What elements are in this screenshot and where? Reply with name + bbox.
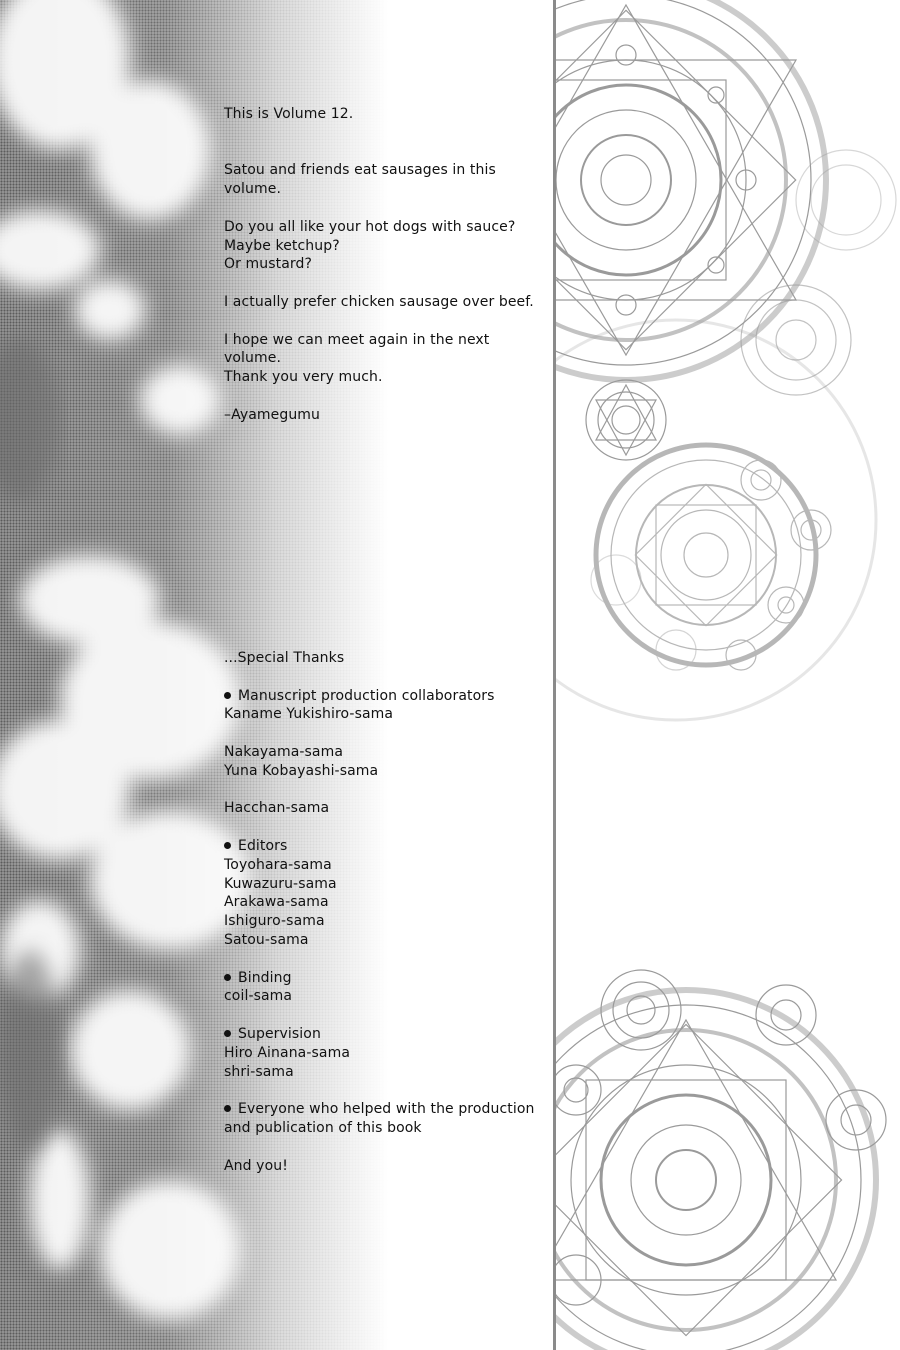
bullet-icon (224, 842, 231, 849)
editors-names: Toyohara-sama Kuwazuru-sama Arakawa-sama Ishiguro-sama Satou-sama (224, 856, 337, 948)
sausages-paragraph: Satou and friends eat sausages in this volume. (224, 162, 496, 198)
magic-circle-illustration (556, 0, 900, 1350)
magic-circle-top (556, 0, 896, 720)
hotdogs-paragraph: Do you all like your hot dogs with sauce? Maybe ketchup? Or mustard? (224, 218, 516, 273)
magic-circle-middle (591, 445, 831, 670)
and-you-line: And you! (224, 1157, 288, 1174)
special-thanks-heading: ...Special Thanks (224, 650, 345, 666)
closing-paragraph: I hope we can meet again in the next volume. Thank you very much. (224, 331, 490, 386)
bullet-icon (224, 1030, 231, 1037)
manuscript-names-1: Kaname Yukishiro-sama (224, 706, 394, 723)
editors-section-label: Editors (224, 837, 549, 856)
bullet-icon (224, 1105, 231, 1112)
bullet-icon (224, 692, 231, 699)
binding-section-label: Binding (224, 969, 549, 988)
author-signature: –Ayamegumu (224, 406, 321, 423)
binding-names: coil-sama (224, 988, 293, 1005)
volume-line: This is Volume 12. (224, 106, 354, 122)
afterword-text (224, 105, 549, 425)
everyone-section-label: Everyone who helped with the production and publication of this book (224, 1101, 535, 1136)
manuscript-section-label: Manuscript production collaborators (224, 687, 549, 706)
preference-paragraph: I actually prefer chicken sausage over beef. (224, 293, 534, 310)
manuscript-names-2: Nakayama-sama Yuna Kobayashi-sama (224, 743, 379, 779)
special-thanks-text (224, 649, 549, 1175)
manuscript-names-3: Hacchan-sama (224, 800, 330, 817)
magic-circle-bottom (556, 970, 886, 1350)
supervision-section-label: Supervision (224, 1025, 549, 1044)
bullet-icon (224, 974, 231, 981)
supervision-names: Hiro Ainana-sama shri-sama (224, 1044, 350, 1080)
